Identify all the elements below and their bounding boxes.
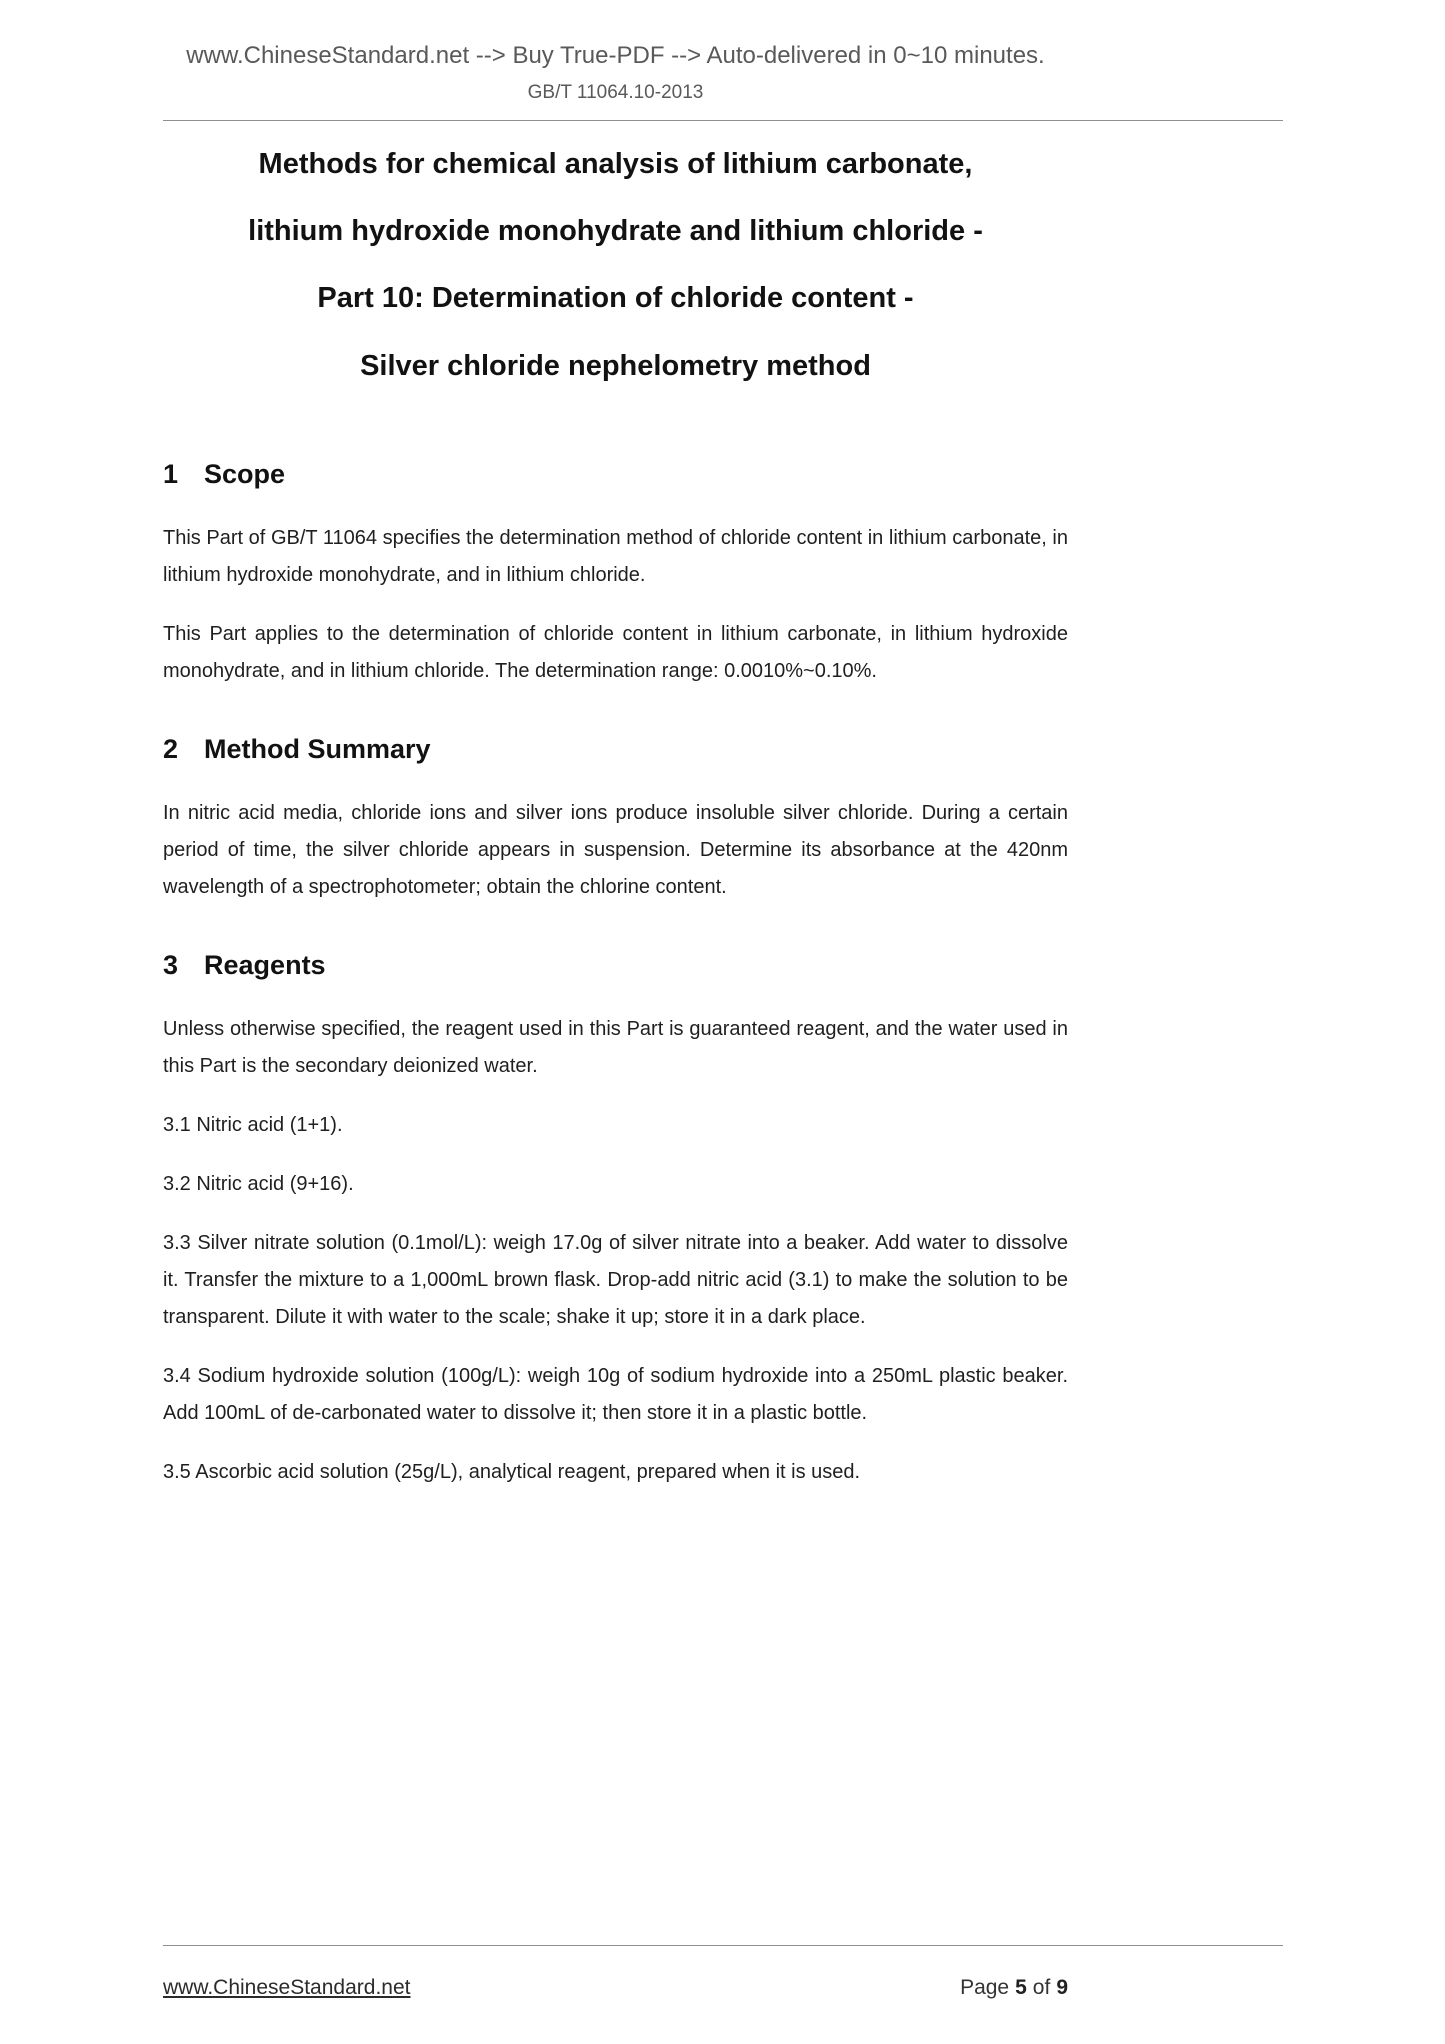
- reagent-item-3-5: 3.5 Ascorbic acid solution (25g/L), analytical reagent, prepared when it is used.: [163, 1460, 861, 1483]
- page-number: 5: [1015, 1976, 1027, 1999]
- section-number: 2: [163, 733, 179, 764]
- section-scope: [163, 459, 1068, 690]
- reagent-item-3-2: 3.2 Nitric acid (9+16).: [163, 1172, 354, 1195]
- section-heading-method-summary: [163, 734, 1068, 765]
- page-header: [163, 42, 1445, 121]
- header-promo-text: www.ChineseStandard.net --> Buy True-PDF --> Auto-delivered in 0~10 minutes.: [186, 42, 1045, 69]
- section-number: 3: [163, 949, 179, 980]
- page-footer: [163, 1945, 1283, 2044]
- reagent-item-3-1: 3.1 Nitric acid (1+1).: [163, 1113, 343, 1136]
- paragraph-scope-2: This Part applies to the determination of chloride content in lithium carbonate, in lithium hydroxide monohydrate, and in lithium chloride. The determination range: 0.0010%~0.10%.: [163, 622, 1068, 682]
- paragraph-method-summary-1: In nitric acid media, chloride ions and silver ions produce insoluble silver chloride. During a certain period of time, the silver chloride appears in suspension. Determine its absorbance at the 420nm wavelength of a spectrophotometer; obtain the chlorine content.: [163, 801, 1068, 898]
- footer-row: [163, 1976, 1068, 2000]
- reagent-item-3-4: 3.4 Sodium hydroxide solution (100g/L): weigh 10g of sodium hydroxide into a 250mL plastic beaker. Add 100mL of de-carbonated water to dissolve it; then store it in a plastic bottle.: [163, 1364, 1068, 1424]
- document-title: [163, 147, 1068, 383]
- section-title: Method Summary: [204, 733, 431, 764]
- header-divider: [163, 120, 1283, 121]
- header-standard-code: GB/T 11064.10-2013: [527, 82, 704, 103]
- footer-divider: [163, 1945, 1283, 1946]
- paragraph-reagents-intro: Unless otherwise specified, the reagent used in this Part is guaranteed reagent, and the water used in this Part is the secondary deionized water.: [163, 1017, 1068, 1077]
- section-number: 1: [163, 458, 179, 489]
- reagent-item-3-3: 3.3 Silver nitrate solution (0.1mol/L): weigh 17.0g of silver nitrate into a beaker. Add water to dissolve it. Transfer the mixture to a 1,000mL brown flask. Drop-add nitric acid (3.1) to make the solution to be transparent. Dilute it with water to the scale; shake it up; store it in a dark place.: [163, 1231, 1068, 1328]
- section-method-summary: [163, 734, 1068, 906]
- page-total: 9: [1056, 1976, 1068, 1999]
- title-line-3: Part 10: Determination of chloride content -: [317, 282, 914, 315]
- section-title: Reagents: [204, 949, 326, 980]
- page-label: Page: [960, 1976, 1010, 1999]
- section-reagents: [163, 950, 1068, 1491]
- title-line-4: Silver chloride nephelometry method: [360, 349, 871, 382]
- document-body: [163, 147, 1068, 1491]
- footer-site-link[interactable]: www.ChineseStandard.net: [163, 1976, 411, 1999]
- section-heading-reagents: [163, 950, 1068, 981]
- page-indicator: [960, 1976, 1068, 2000]
- paragraph-scope-1: This Part of GB/T 11064 specifies the determination method of chloride content in lithium carbonate, in lithium hydroxide monohydrate, and in lithium chloride.: [163, 526, 1068, 586]
- section-title: Scope: [204, 458, 286, 489]
- page-of-label: of: [1032, 1976, 1051, 1999]
- section-heading-scope: [163, 459, 1068, 490]
- title-line-2: lithium hydroxide monohydrate and lithium chloride -: [248, 215, 983, 248]
- title-line-1: Methods for chemical analysis of lithium carbonate,: [258, 148, 973, 180]
